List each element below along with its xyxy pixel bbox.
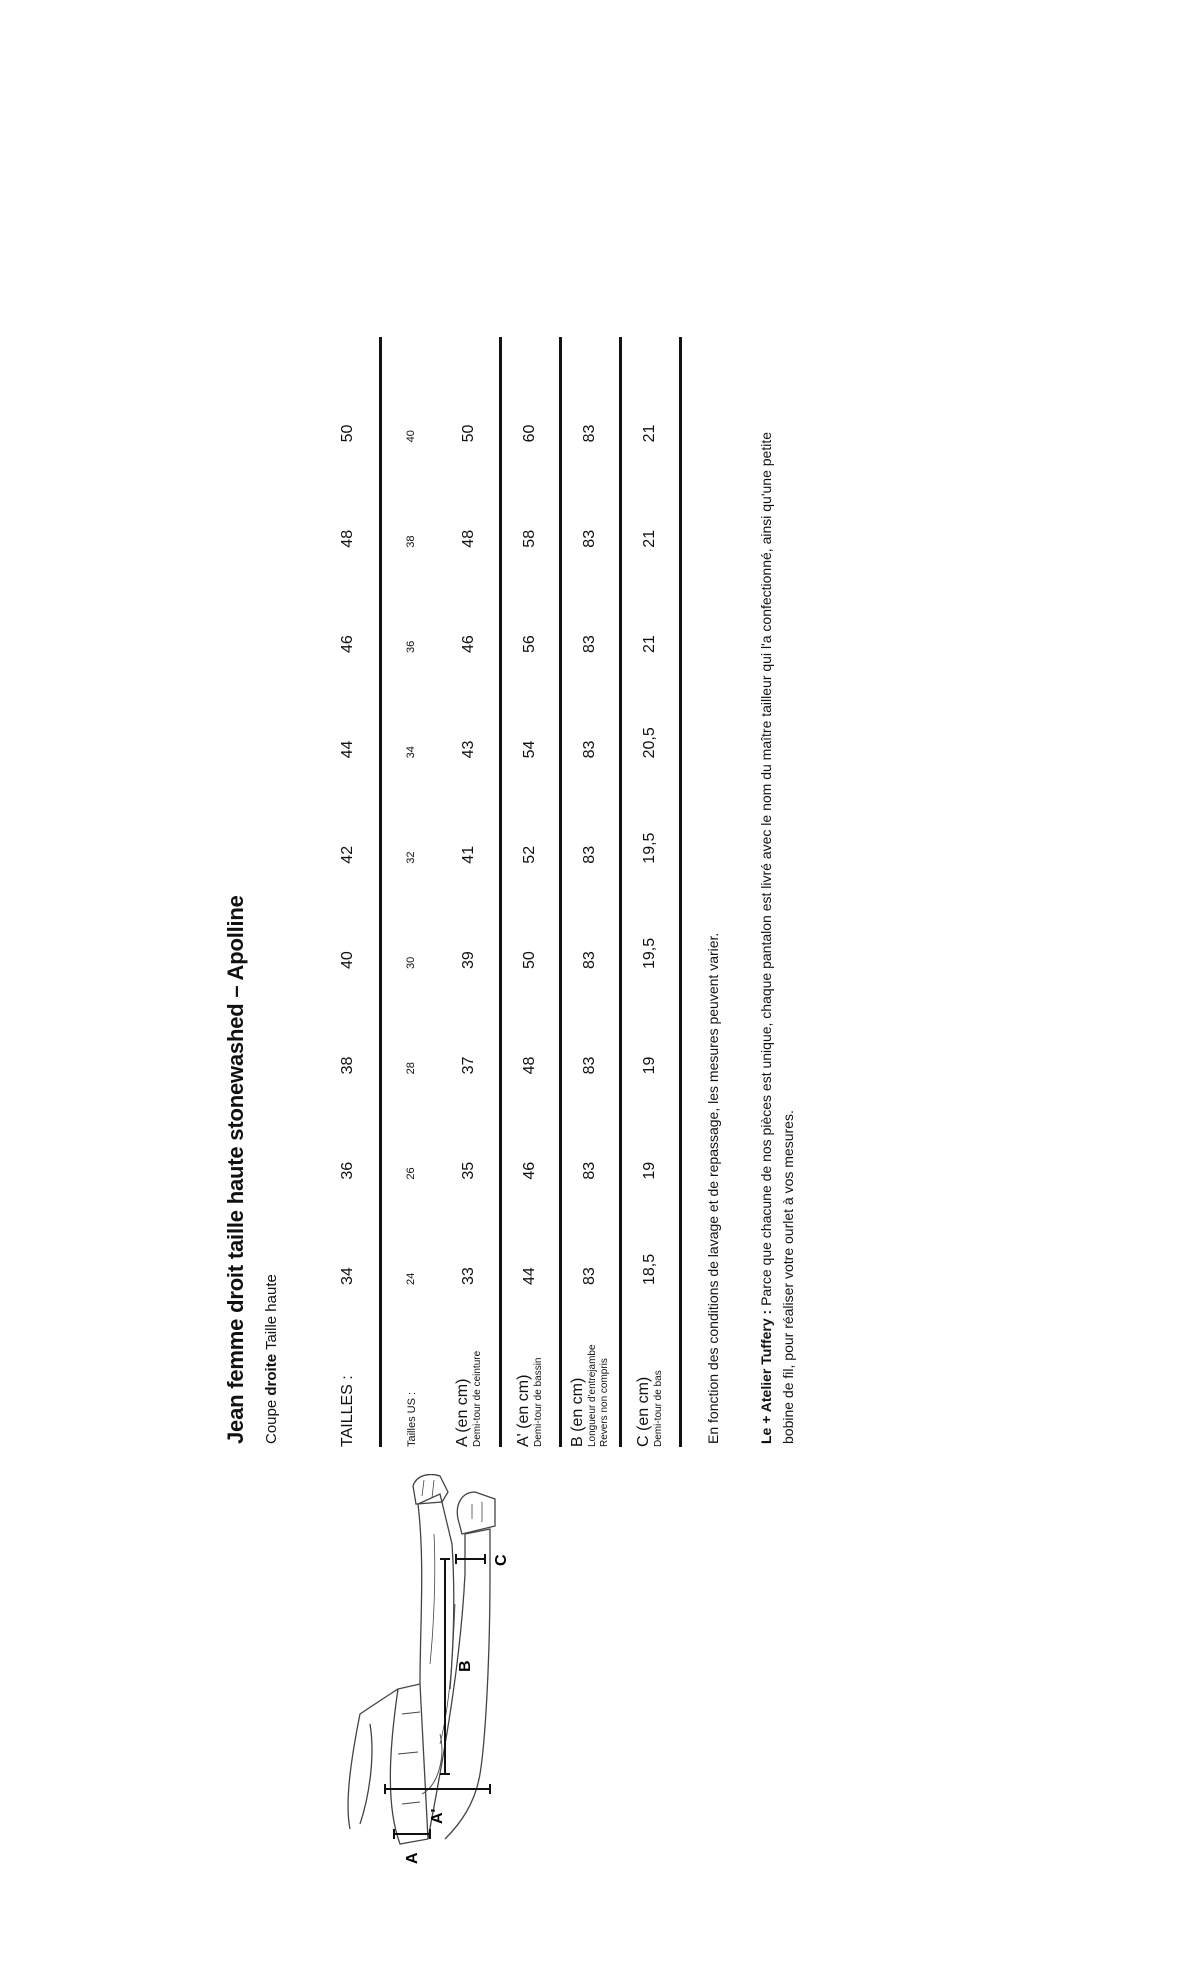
subtitle-rise: Taille haute: [263, 1274, 280, 1351]
size-cell: 83: [560, 969, 620, 1074]
size-cell: 50: [318, 337, 380, 442]
label-c: C: [493, 1554, 510, 1566]
size-cell: 19,5: [620, 864, 680, 969]
tip-lead: Le + Atelier Tuffery :: [758, 1309, 774, 1444]
row-label: [440, 1285, 500, 1447]
label-a-prime: A': [429, 1808, 446, 1824]
care-note: En fonction des conditions de lavage et de repassage, les mesures peuvent varier.: [705, 932, 721, 1444]
row-label-sub: Demi-tour de bassin: [533, 1357, 544, 1447]
row-label-text: B (en cm): [569, 1377, 586, 1447]
size-cell: 83: [560, 1180, 620, 1285]
size-cell: 21: [620, 548, 680, 653]
size-cell: 20,5: [620, 653, 680, 758]
size-cell: 34: [318, 1180, 380, 1285]
size-cell: 19: [620, 1074, 680, 1179]
table-row: [440, 337, 500, 1447]
size-cell: 30: [404, 956, 417, 970]
cut-subtitle: [263, 1274, 280, 1444]
measurement-figure: [290, 1474, 790, 1864]
size-cell: 83: [560, 337, 620, 442]
table-row: [380, 337, 440, 1447]
size-cell: 21: [620, 442, 680, 547]
table-row: [620, 337, 680, 1447]
size-cell: 34: [404, 746, 417, 759]
size-cell: 24: [404, 1272, 417, 1285]
size-cell: 43: [440, 653, 500, 758]
row-label-sub: Longueur d'entrejambe: [587, 1344, 598, 1447]
subtitle-prefix: Coupe: [263, 1395, 280, 1444]
size-cell: 56: [500, 548, 560, 653]
row-label-text: TAILLES :: [339, 1375, 357, 1447]
table-row: [560, 337, 620, 1447]
subtitle-cut: droite: [263, 1353, 280, 1396]
size-cell: 48: [500, 969, 560, 1074]
size-cell: 38: [404, 535, 417, 548]
table-row: [318, 337, 380, 1447]
row-label-sub: Demi-tour de ceinture: [472, 1350, 484, 1447]
size-cell: 83: [560, 1074, 620, 1179]
size-cell: 48: [440, 442, 500, 547]
label-a: A: [404, 1852, 421, 1864]
size-cell: 83: [560, 442, 620, 547]
size-cell: 52: [500, 758, 560, 863]
size-cell: 36: [404, 640, 417, 654]
row-label: [380, 1285, 440, 1447]
table-row: [500, 337, 560, 1447]
size-cell: 32: [404, 851, 417, 864]
size-cell: 40: [404, 430, 417, 443]
size-cell: 83: [560, 758, 620, 863]
row-label-text: A' (en cm): [515, 1374, 532, 1447]
size-cell: 36: [318, 1074, 380, 1179]
size-cell: 33: [440, 1180, 500, 1285]
size-cell: 42: [318, 758, 380, 863]
row-label: [500, 1285, 560, 1447]
size-cell: 37: [440, 969, 500, 1074]
row-label-text: A (en cm): [454, 1378, 472, 1447]
size-cell: 44: [318, 653, 380, 758]
row-label-sub2: Revers non compris: [599, 1358, 610, 1447]
size-cell: 54: [500, 653, 560, 758]
size-cell: 28: [404, 1062, 417, 1075]
row-label-text: Tailles US :: [405, 1391, 418, 1447]
size-cell: 48: [318, 442, 380, 547]
tip-text: Parce que chacune de nos pièces est unique, chaque pantalon est livré avec le nom du maître tailleur qui l'a confectionné, ainsi qu'une petite bobine de fil, pour réaliser votre ourlet à vos mesures.: [758, 432, 796, 1444]
size-cell: 83: [560, 864, 620, 969]
size-cell: 46: [500, 1074, 560, 1179]
size-cell: 41: [440, 758, 500, 863]
size-cell: 19: [620, 969, 680, 1074]
size-cell: 18,5: [620, 1180, 680, 1285]
size-cell: 83: [560, 548, 620, 653]
size-cell: 38: [318, 969, 380, 1074]
size-cell: 40: [318, 864, 380, 969]
size-cell: 35: [440, 1074, 500, 1179]
size-cell: 19,5: [620, 758, 680, 863]
size-cell: 50: [440, 337, 500, 442]
size-cell: 46: [440, 548, 500, 653]
row-label: [560, 1285, 620, 1447]
size-cell: 58: [500, 442, 560, 547]
size-cell: 60: [500, 337, 560, 442]
size-cell: 44: [500, 1180, 560, 1285]
size-cell: 46: [318, 548, 380, 653]
size-cell: 26: [404, 1167, 417, 1180]
row-label: [620, 1285, 680, 1447]
size-table: [318, 337, 682, 1447]
size-cell: 50: [500, 864, 560, 969]
row-label: [318, 1285, 380, 1447]
size-cell: 83: [560, 653, 620, 758]
size-cell: 39: [440, 864, 500, 969]
row-label-text: C (en cm): [635, 1376, 652, 1447]
row-label-sub: Demi-tour de bas: [653, 1370, 664, 1447]
atelier-tip: [755, 424, 799, 1444]
size-cell: 21: [620, 337, 680, 442]
page-title: Jean femme droit taille haute stonewashed – Apolline: [223, 895, 248, 1444]
label-b: B: [457, 1660, 474, 1672]
